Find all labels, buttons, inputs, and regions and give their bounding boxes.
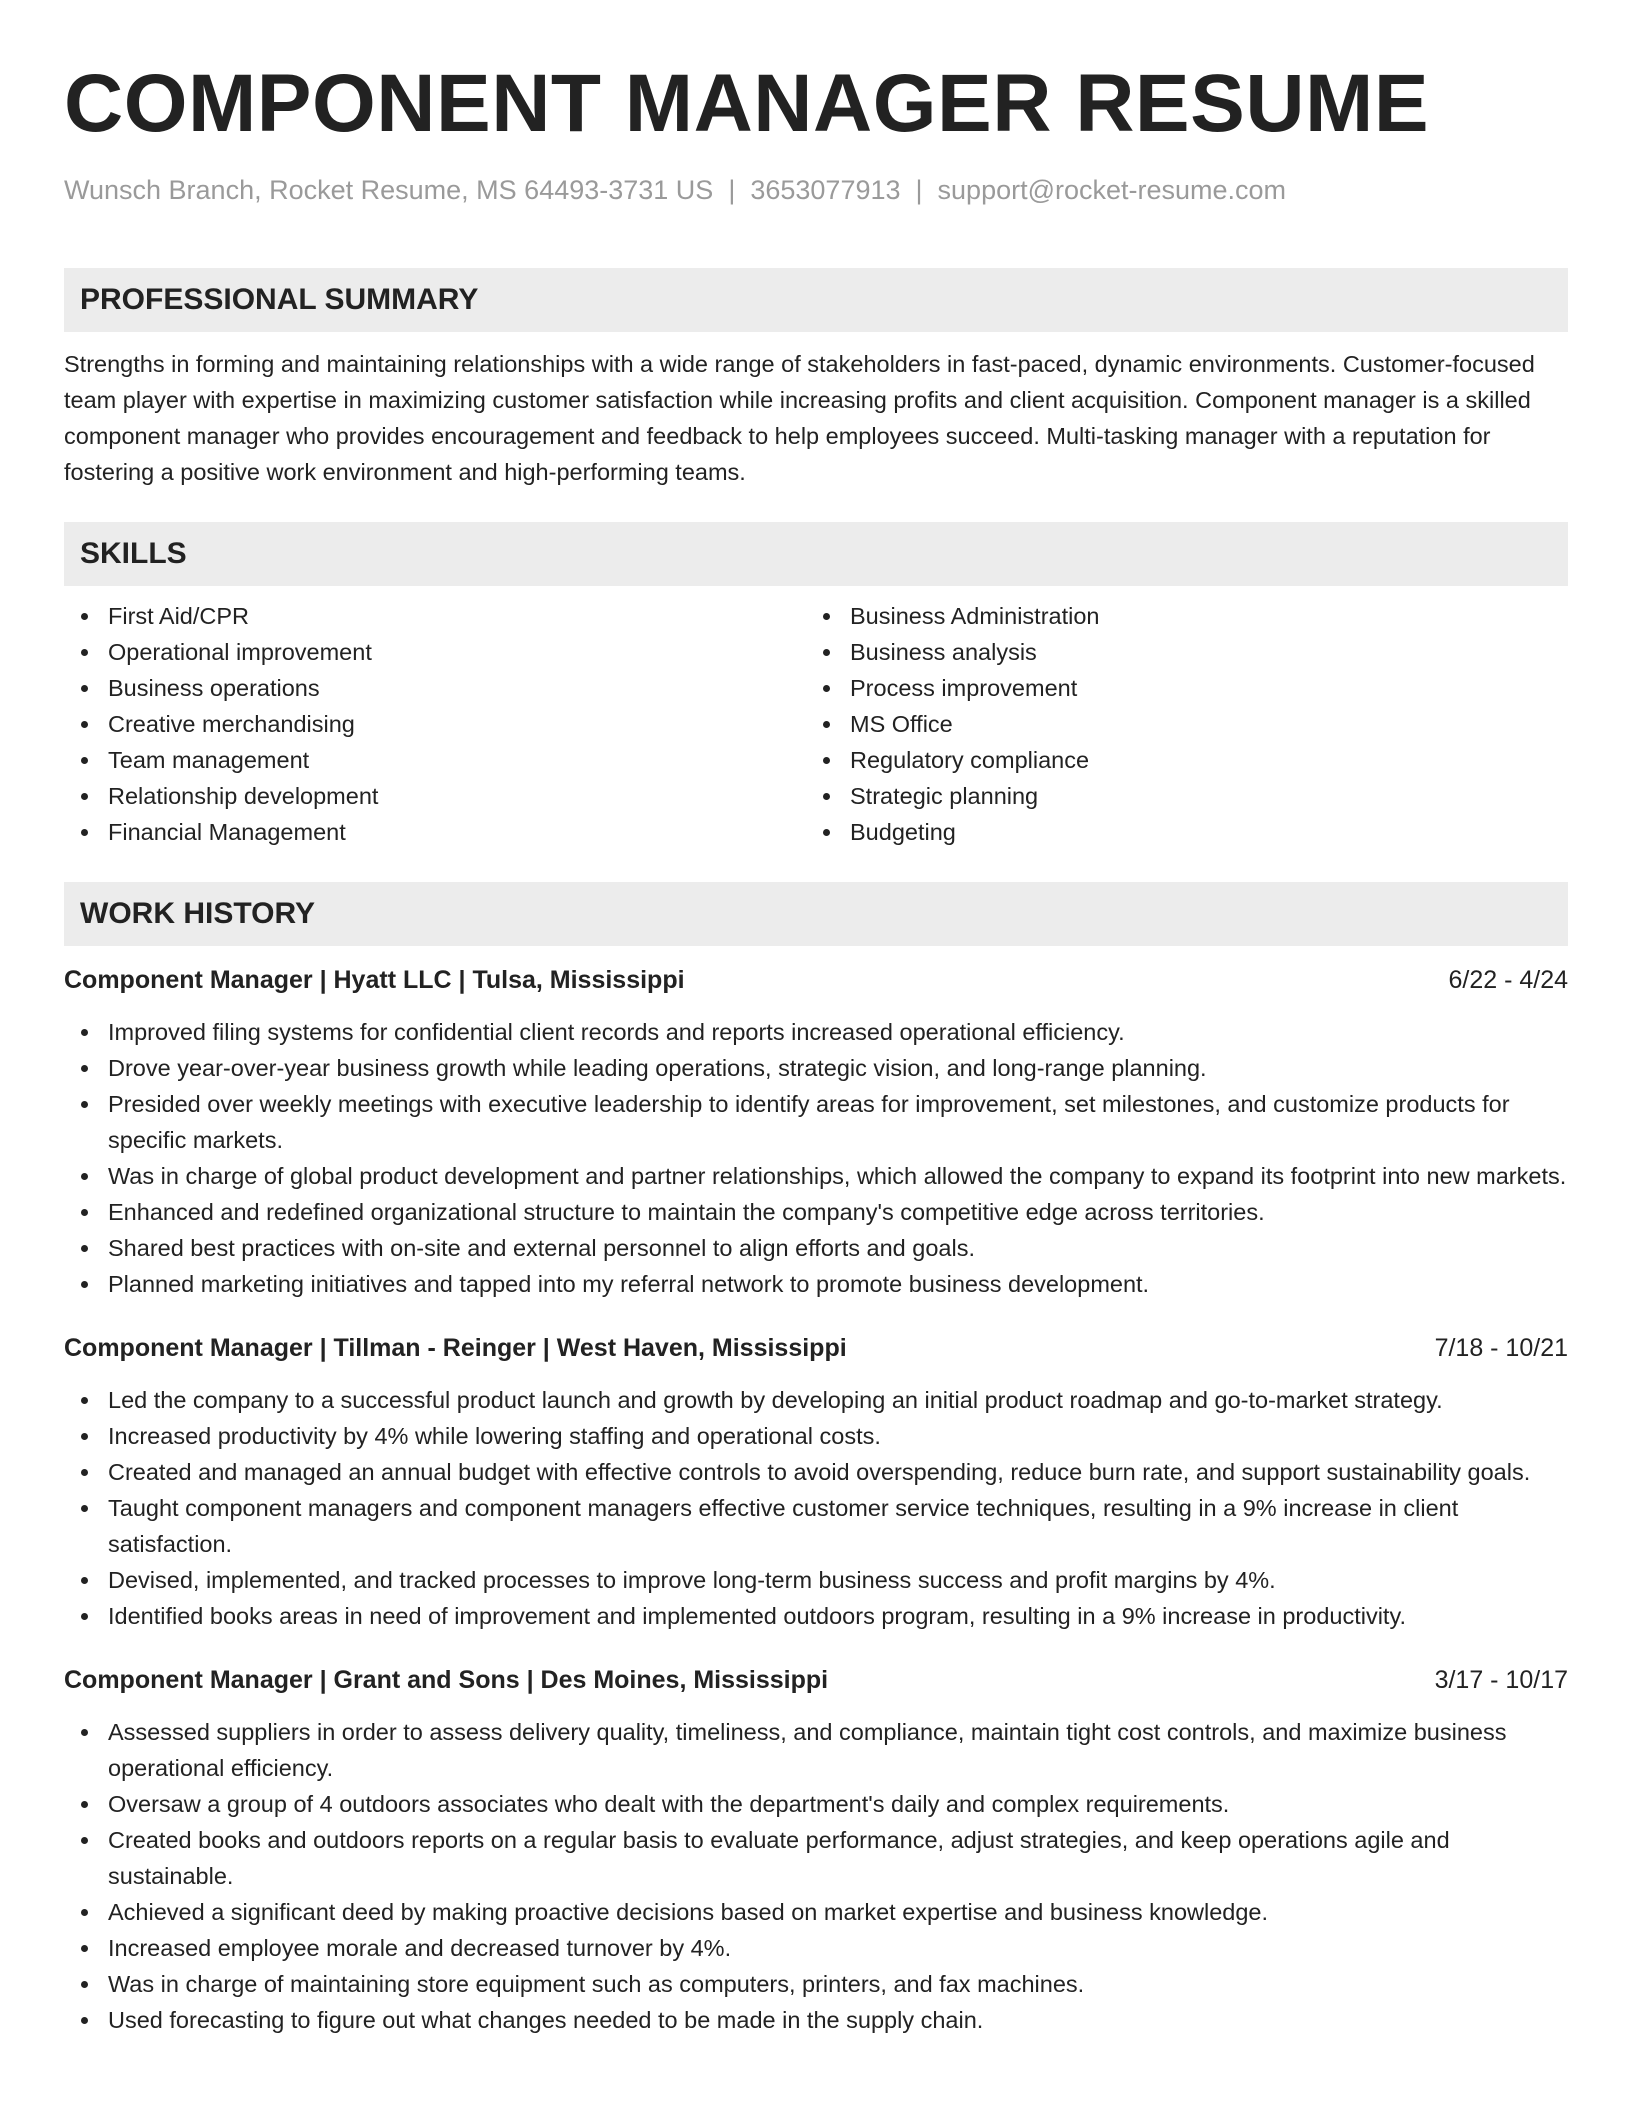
contact-line: [64, 172, 1568, 208]
job-header: [64, 1328, 1568, 1368]
job-bullet: Increased employee morale and decreased turnover by 4%.: [64, 1930, 1568, 1966]
job-bullet: Devised, implemented, and tracked processes to improve long-term business success and profit margins by 4%.: [64, 1562, 1568, 1598]
skill-item: Business analysis: [806, 634, 1548, 670]
skills-column-right: [806, 598, 1548, 850]
job-entry: [64, 960, 1568, 1302]
summary-text: Strengths in forming and maintaining relationships with a wide range of stakeholders in fast-paced, dynamic environments. Customer-focused team player with expertise in maximizing customer satisfaction while increasing profits and client acquisition. Component manager is a skilled component manager who provides encouragement and feedback to help employees succeed. Multi-tasking manager with a reputation for fostering a positive work environment and high-performing teams.: [64, 351, 1535, 485]
job-bullet: Presided over weekly meetings with executive leadership to identify areas for improvement, set milestones, and customize products for specific markets.: [64, 1086, 1568, 1158]
section-heading-work-history: WORK HISTORY: [64, 882, 1568, 946]
job-bullet: Was in charge of maintaining store equipment such as computers, printers, and fax machines.: [64, 1966, 1568, 2002]
job-dates: 3/17 - 10/17: [1434, 1666, 1568, 1694]
job-bullet: Planned marketing initiatives and tapped into my referral network to promote business development.: [64, 1266, 1568, 1302]
skill-item: Regulatory compliance: [806, 742, 1548, 778]
contact-address: Wunsch Branch, Rocket Resume, MS 64493-3731 US: [64, 175, 714, 205]
skills-column-left: [64, 598, 806, 850]
job-header: [64, 960, 1568, 1000]
skill-item: Business operations: [64, 670, 806, 706]
job-bullet: Taught component managers and component managers effective customer service techniques, resulting in a 9% increase in client satisfaction.: [64, 1490, 1568, 1562]
job-title: Component Manager | Tillman - Reinger | West Haven, Mississippi: [64, 1334, 847, 1362]
skill-item: MS Office: [806, 706, 1548, 742]
job-bullet: Assessed suppliers in order to assess delivery quality, timeliness, and compliance, maintain tight cost controls, and maximize business operational efficiency.: [64, 1714, 1568, 1786]
contact-phone: 3653077913: [750, 175, 901, 205]
job-bullet: Used forecasting to figure out what changes needed to be made in the supply chain.: [64, 2002, 1568, 2038]
job-entry: [64, 1328, 1568, 1634]
job-bullet: Oversaw a group of 4 outdoors associates who dealt with the department's daily and complex requirements.: [64, 1786, 1568, 1822]
skills-list: [64, 598, 1568, 850]
skill-item: Team management: [64, 742, 806, 778]
job-bullet: Achieved a significant deed by making proactive decisions based on market expertise and business knowledge.: [64, 1894, 1568, 1930]
job-bullet: Led the company to a successful product launch and growth by developing an initial product roadmap and go-to-market strategy.: [64, 1382, 1568, 1418]
job-bullet: Shared best practices with on-site and external personnel to align efforts and goals.: [64, 1230, 1568, 1266]
contact-email[interactable]: support@rocket-resume.com: [937, 175, 1287, 205]
job-bullet: Was in charge of global product development and partner relationships, which allowed the company to expand its footprint into new markets.: [64, 1158, 1568, 1194]
skill-item: First Aid/CPR: [64, 598, 806, 634]
job-bullet: Drove year-over-year business growth while leading operations, strategic vision, and long-range planning.: [64, 1050, 1568, 1086]
resume-page: [64, 56, 1568, 2038]
skill-item: Creative merchandising: [64, 706, 806, 742]
job-bullets: [64, 1014, 1568, 1302]
job-bullet: Created and managed an annual budget with effective controls to avoid overspending, reduce burn rate, and support sustainability goals.: [64, 1454, 1568, 1490]
contact-separator: |: [915, 175, 923, 205]
skill-item: Budgeting: [806, 814, 1548, 850]
job-bullet: Identified books areas in need of improvement and implemented outdoors program, resulting in a 9% increase in productivity.: [64, 1598, 1568, 1634]
resume-title: COMPONENT MANAGER RESUME: [64, 58, 1430, 149]
job-title: Component Manager | Hyatt LLC | Tulsa, Mississippi: [64, 966, 685, 994]
job-bullet: Increased productivity by 4% while lowering staffing and operational costs.: [64, 1418, 1568, 1454]
job-bullets: [64, 1714, 1568, 2038]
job-dates: 6/22 - 4/24: [1448, 966, 1568, 994]
job-bullet: Enhanced and redefined organizational structure to maintain the company's competitive edge across territories.: [64, 1194, 1568, 1230]
job-entry: [64, 1660, 1568, 2038]
skill-item: Business Administration: [806, 598, 1548, 634]
contact-separator: |: [728, 175, 736, 205]
job-header: [64, 1660, 1568, 1700]
skill-item: Relationship development: [64, 778, 806, 814]
skill-item: Process improvement: [806, 670, 1548, 706]
job-bullets: [64, 1382, 1568, 1634]
skill-item: Operational improvement: [64, 634, 806, 670]
section-heading-skills: SKILLS: [64, 522, 1568, 586]
job-bullet: Created books and outdoors reports on a regular basis to evaluate performance, adjust strategies, and keep operations agile and sustainable.: [64, 1822, 1568, 1894]
section-heading-summary: PROFESSIONAL SUMMARY: [64, 268, 1568, 332]
job-dates: 7/18 - 10/21: [1434, 1334, 1568, 1362]
skill-item: Financial Management: [64, 814, 806, 850]
skill-item: Strategic planning: [806, 778, 1548, 814]
job-title: Component Manager | Grant and Sons | Des Moines, Mississippi: [64, 1666, 829, 1694]
job-bullet: Improved filing systems for confidential client records and reports increased operational efficiency.: [64, 1014, 1568, 1050]
